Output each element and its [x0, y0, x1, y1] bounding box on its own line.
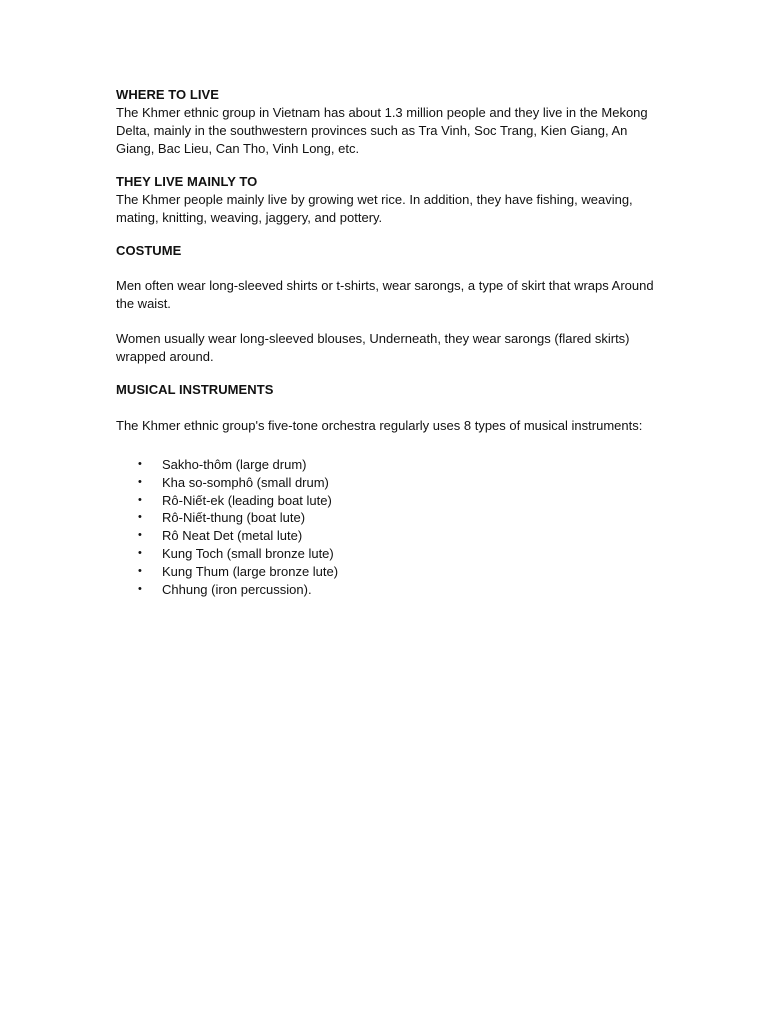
list-item-text: Kha so-somphô (small drum)	[162, 474, 329, 490]
section-costume	[116, 242, 656, 366]
paragraph-instruments-intro: The Khmer ethnic group's five-tone orchestra regularly uses 8 types of musical instruments:	[116, 418, 643, 433]
list-item	[116, 581, 656, 599]
list-item	[116, 545, 656, 563]
section-live-mainly	[116, 173, 656, 227]
list-item-text: Rô-Niết-thung (boat lute)	[162, 510, 306, 526]
list-item-text: Rô-Niết-ek (leading boat lute)	[162, 492, 332, 508]
document-page	[116, 86, 656, 598]
paragraph-live-mainly: The Khmer people mainly live by growing wet rice. In addition, they have fishing, weaving, mating, knitting, weaving, jaggery, and pottery.	[116, 192, 633, 225]
bullet-icon: •	[138, 582, 142, 595]
heading-where-to-live: WHERE TO LIVE	[116, 87, 219, 102]
paragraph-costume-women: Women usually wear long-sleeved blouses, Underneath, they wear sarongs (flared skirts) wrapped around.	[116, 331, 630, 364]
heading-live-mainly: THEY LIVE MAINLY TO	[116, 174, 258, 189]
list-item	[116, 474, 656, 492]
bullet-icon: •	[138, 458, 142, 470]
bullet-icon: •	[138, 546, 142, 559]
paragraph-costume-men: Men often wear long-sleeved shirts or t-shirts, wear sarongs, a type of skirt that wraps Around the waist.	[116, 278, 654, 311]
list-item-text: Chhung (iron percussion).	[162, 581, 312, 597]
paragraph-where-to-live: The Khmer ethnic group in Vietnam has about 1.3 million people and they live in the Mekong Delta, mainly in the southwestern provinces such as Tra Vinh, Soc Trang, Kien Giang, An Giang, Bac Lieu, Can Tho, Vinh Long, etc.	[116, 105, 648, 156]
list-item-text: Sakho-thôm (large drum)	[162, 457, 307, 472]
bullet-icon: •	[138, 529, 142, 542]
list-item	[116, 563, 656, 581]
list-item	[116, 509, 656, 527]
list-item	[116, 492, 656, 510]
list-item-text: Rô Neat Det (metal lute)	[162, 528, 303, 544]
list-item-text: Kung Thum (large bronze lute)	[162, 563, 339, 579]
section-musical-instruments	[116, 381, 656, 598]
section-where-to-live	[116, 86, 656, 158]
bullet-icon: •	[138, 564, 142, 577]
list-item-text: Kung Toch (small bronze lute)	[162, 545, 334, 561]
bullet-icon: •	[138, 493, 142, 506]
list-item	[116, 527, 656, 545]
heading-musical-instruments: MUSICAL INSTRUMENTS	[116, 382, 274, 397]
heading-costume: COSTUME	[116, 243, 182, 258]
list-item	[116, 456, 656, 474]
bullet-icon: •	[138, 475, 142, 488]
instrument-list	[116, 456, 656, 598]
bullet-icon: •	[138, 511, 142, 524]
